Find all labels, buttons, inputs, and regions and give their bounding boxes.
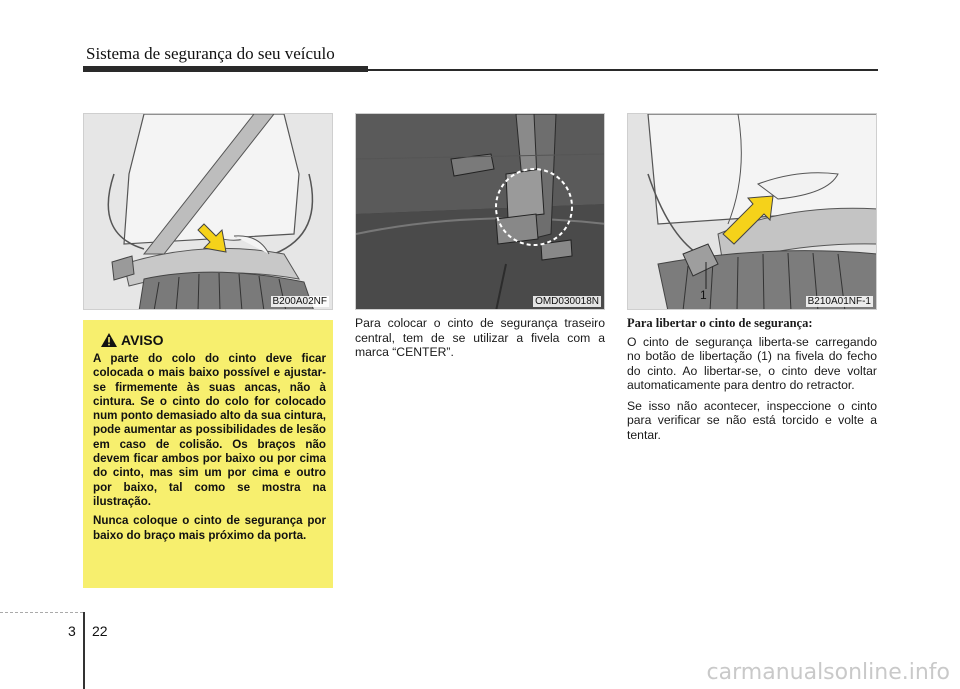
body-paragraph: Se isso não acontecer, inspeccione o cinto para verificar se não está torcido e volte a tentar. [627, 398, 877, 442]
figure-lap-belt [83, 113, 333, 310]
header-rule [83, 66, 878, 73]
watermark: carmanualsonline.info [706, 660, 950, 685]
callout-number: 1 [700, 288, 707, 302]
body-paragraph: O cinto de segurança liberta-se carregando no botão de libertação (1) na fivela do fecho do cinto. Ao libertar-se, o cinto deve voltar automaticamente para dentro do retractor. [627, 334, 877, 392]
lap-belt-illustration [84, 114, 333, 310]
body-paragraph: Para colocar o cinto de segurança traseiro central, tem de se utilizar a fivela com a marca “CENTER”. [355, 316, 605, 359]
center-belt-text-column [355, 316, 605, 366]
page-number: 22 [92, 623, 108, 639]
warning-triangle-icon [101, 333, 117, 347]
figure-code: OMD030018N [535, 296, 599, 307]
rear-seat-illustration [356, 114, 605, 310]
page-header-title: Sistema de segurança do seu veículo [86, 44, 335, 63]
warning-box [83, 320, 333, 588]
release-belt-illustration [628, 114, 877, 310]
section-heading: Para libertar o cinto de segurança: [627, 316, 813, 330]
figure-code: B210A01NF-1 [807, 296, 871, 307]
footer-guide-line [0, 612, 83, 613]
chapter-number: 3 [68, 623, 76, 639]
figure-rear-center-belt [355, 113, 605, 310]
release-belt-text-column [627, 316, 877, 448]
figure-code: B200A02NF [272, 296, 327, 307]
figure-release-belt [627, 113, 877, 310]
warning-title: AVISO [121, 332, 164, 348]
warning-paragraph: A parte do colo do cinto deve ficar colocada o mais baixo possível e ajustar-se firmemente às suas ancas, não à cintura. Se o cinto do colo for colocado num ponto demasiado alto da sua cintura, pode aumentar as possibilidades de lesão em caso de colisão. Os braços não devem ficar ambos por baixo ou por cima do cinto, mas sim um por cima e outro por baixo, tal como se mostra na ilustração. [93, 352, 326, 508]
footer-divider [83, 612, 85, 689]
warning-paragraph: Nunca coloque o cinto de segurança por baixo do braço mais próximo da porta. [93, 514, 326, 542]
